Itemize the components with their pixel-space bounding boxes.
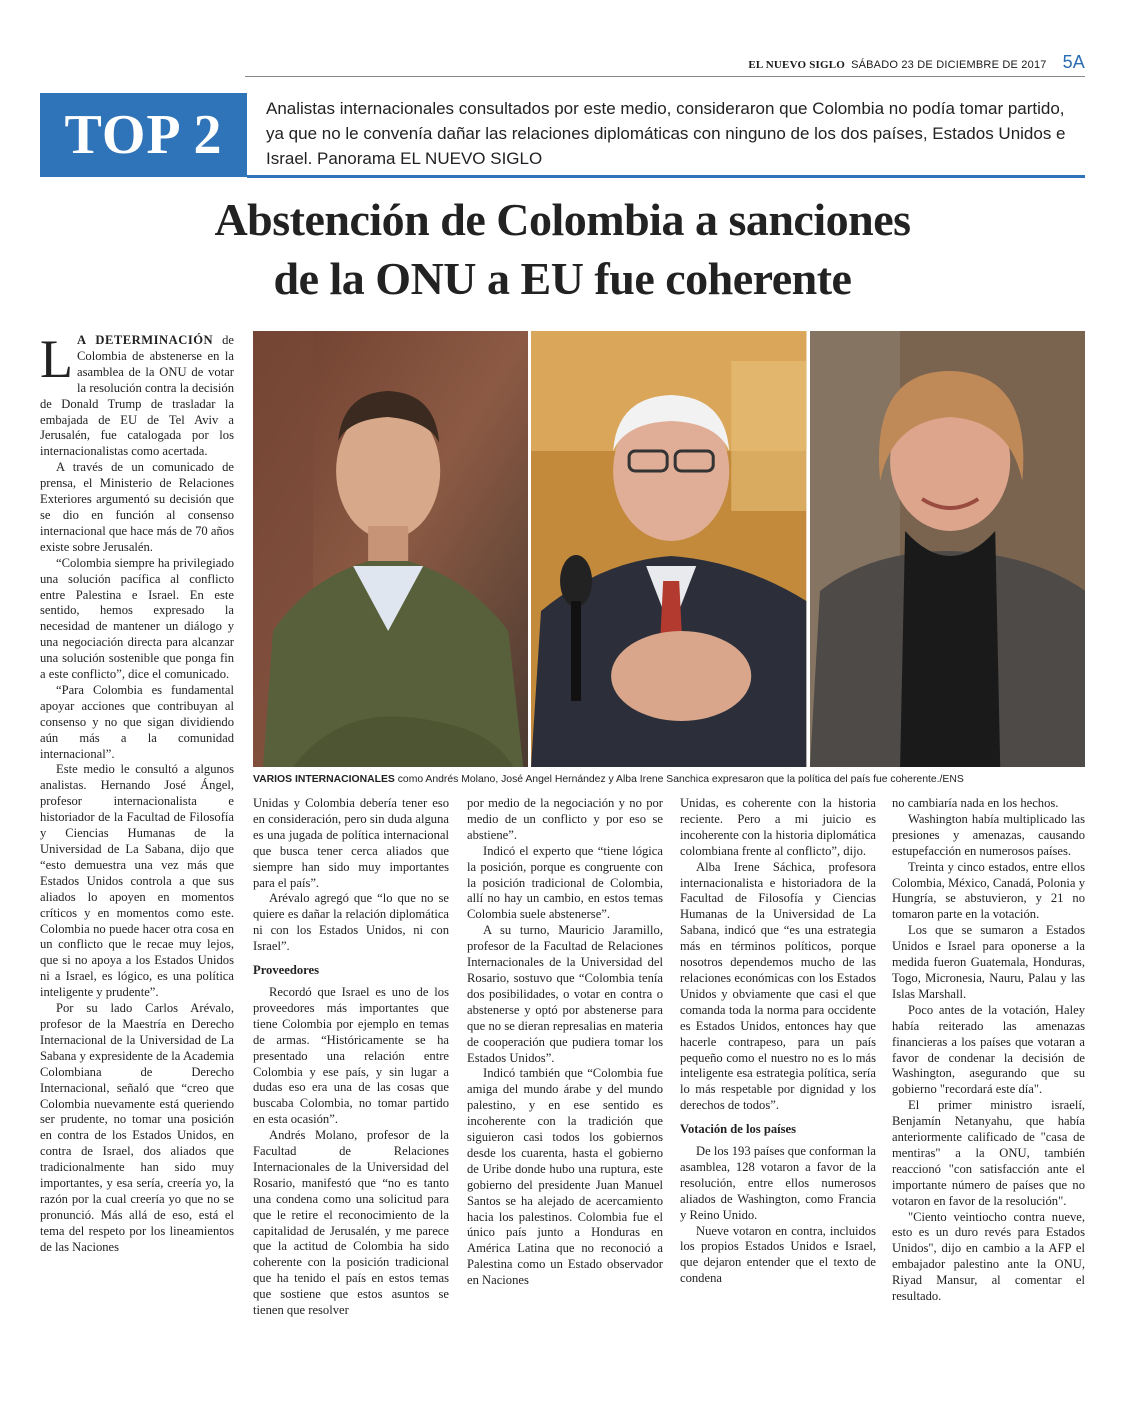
- paragraph: Andrés Molano, profesor de la Facultad de Relaciones Internacionales de la Universidad del Rosario, manifestó que “no es tanto una condena como una solicitud para que le retire el reconocimiento de la capitalidad de Jerusalén, y me parece que la actitud de Colombia ha sido coherente con la posición tradicional que ha tenido el país en estos temas que sostiene que estos asuntos se tienen que resolver: [253, 1128, 449, 1318]
- caption-lead: VARIOS INTERNACIONALES: [253, 774, 395, 785]
- section-rule: [247, 175, 1085, 178]
- paragraph: "Ciento veintiocho contra nueve, esto es un duro revés para Estados Unidos", dijo en cambio a la AFP el embajador palestino ante la ONU, Riyad Mansur, al comentar el resultado.: [892, 1209, 1085, 1304]
- lead-paragraph: [40, 329, 234, 460]
- paragraph: De los 193 países que conforman la asamblea, 128 votaron a favor de la resolución, entre ellos numerosos aliados de Washington, como Francia y Reino Unido.: [680, 1144, 876, 1222]
- paragraph: por medio de la negociación y no por medio de un conflicto y por eso se abstiene”.: [467, 796, 663, 842]
- photo-strip: [253, 331, 1085, 767]
- article-column-5: [892, 796, 1085, 1305]
- paragraph: Indicó el experto que “tiene lógica la posición, porque es congruente con la posición tradicional de Colombia, allí no hay un cambio, en estos temas Colombia suele abstenerse”.: [467, 843, 663, 922]
- paragraph: “Colombia siempre ha privilegiado una solución pacífica al conflicto entre Palestina e Israel. En este sentido, hemos expresado la necesidad de mantener un diálogo y una negociación directa para alcanzar una solución sostenible que ponga fin a este conflicto”, dice el comunicado.: [40, 555, 234, 682]
- article-column-2: [253, 796, 449, 1319]
- paragraph: Nueve votaron en contra, incluidos los propios Estados Unidos e Israel, que dejaron entender que el texto de condena: [680, 1223, 876, 1286]
- paragraph: Alba Irene Sáchica, profesora internacionalista e historiadora de la Facultad de Filosofía y Ciencias Humanas de la Universidad de La Sabana, indicó que “es una estrategia más en términos políticos, porque nosotros dependemos mucho de las relaciones económicas con los Estados Unidos y obviamente que casi el que comanda toda la norma para occidente es Estados Unidos, entonces hay que hacerle contrapeso, para un país pequeño como el nuestro no es lo más inteligente esa estrategia política, sería lo más respetable por dignidad y los derechos de todos”.: [680, 859, 876, 1113]
- newspaper-name: EL NUEVO SIGLO: [748, 59, 846, 71]
- lead-caps: A DETERMINACIÓN: [77, 333, 214, 347]
- photo-caption: [253, 773, 1088, 787]
- paragraph: Treinta y cinco estados, entre ellos Colombia, México, Canadá, Polonia y Hungría, se abstuvieron, y 21 no tomaron parte en la votación.: [892, 859, 1085, 922]
- photo-andres-molano: [253, 331, 528, 767]
- paragraph: “Para Colombia es fundamental apoyar acciones que contribuyan al consenso y no que sigan dividiendo aún más a la comunidad internacional”.: [40, 682, 234, 761]
- subheading-proveedores: Proveedores: [253, 963, 319, 978]
- page-number: 5A: [1062, 52, 1085, 72]
- paragraph: Arévalo agregó que “lo que no se quiere es dañar la relación diplomática ni con los Estados Unidos, ni con Israel”.: [253, 891, 449, 954]
- photo-jose-angel-hernandez: [531, 331, 806, 767]
- paragraph: Los que se sumaron a Estados Unidos e Israel para oponerse a la medida fueron Guatemala, Honduras, Togo, Micronesia, Nauru, Palau y las Islas Marshall.: [892, 923, 1085, 1001]
- paragraph: Este medio le consultó a algunos analistas. Hernando José Ángel, profesor internacionalista e historiador de la Facultad de Filosofía y Ciencias Humanas de la Universidad de La Sabana, dijo que “esto demuestra una vez más que Estados Unidos controla a que sus aliados lo apoyen en momentos críticos y en momentos como este. Colombia no puede hacer otra cosa en un conflicto que le recae muy lejos, que si no apoya a los Estados Unidos ni a Israel, es lógico, es una política inteligente y prudente”.: [40, 762, 234, 1000]
- lead-text: de Colombia de abstenerse en la asamblea de la ONU de votar la resolución contra la decisión de Donald Trump de trasladar la embajada de EU de Tel Aviv a Jerusalén, fue catalogada por los internacionalistas como acertada.: [40, 333, 234, 459]
- paragraph: Poco antes de la votación, Haley había reiterado las amenazas financieras a los países que votaran a favor de condenar la decisión de Washington, asegurando que su gobierno "recordará este día".: [892, 1002, 1085, 1097]
- headline: [40, 190, 1085, 308]
- paragraph: Por su lado Carlos Arévalo, profesor de la Maestría en Derecho Internacional de la Universidad de La Sabana y expresidente de la Academia Colombiana de Derecho Internacional, señaló que “creo que Colombia nuevamente está queriendo ser prudente, no tomar una posición en contra de los Estados Unidos, en contra de Israel, dos aliados que tradicionalmente han sido muy importantes, y esa sería, creería yo, la razón por la cual creería yo que no se pronunció. Más allá de eso, está el tema del respeto por los lineamientos de las Naciones: [40, 1001, 234, 1254]
- paragraph: El primer ministro israelí, Benjamín Netanyahu, que había anteriormente calificado de "casa de mentiras" a la ONU, también reaccionó "con satisfacción ante el importante número de países que no votaron en favor de la resolución".: [892, 1098, 1085, 1208]
- paragraph: Washington había multiplicado las presiones y amenazas, causando estupefacción en numerosos países.: [892, 811, 1085, 858]
- drop-cap: L: [40, 329, 73, 389]
- paragraph: A su turno, Mauricio Jaramillo, profesor de la Facultad de Relaciones Internacionales de la Universidad del Rosario, sostuvo que “Colombia tenía dos posibilidades, o votar en contra o abstenerse y optó por abstenerse para que no se dieran represalias en materia de cooperación que pudiera tomar los Estados Unidos”.: [467, 923, 663, 1065]
- masthead: [748, 52, 1085, 73]
- article-column-3: [467, 796, 663, 1289]
- paragraph: no cambiaría nada en los hechos.: [892, 796, 1059, 810]
- paragraph: Unidas y Colombia debería tener eso en consideración, pero sin duda alguna es una jugada de política internacional que busca tener cerca aliados que siempre han sido muy importantes para el país”.: [253, 796, 449, 890]
- section-summary: Analistas internacionales consultados por este medio, consideraron que Colombia no podía tomar partido, ya que no le convenía dañar las relaciones diplomáticas con ninguno de los dos países, Estados Unidos e Israel. Panorama EL NUEVO SIGLO: [266, 99, 1066, 168]
- paragraph: Indicó también que “Colombia fue amiga del mundo árabe y del mundo palestino, y en ese sentido es incoherente con la tradición que siguieron casi todos los gobiernos desde los cuarenta, hasta el gobierno de Uribe donde hubo una ruptura, este gobierno del presidente Juan Manuel Santos se ha alejado de acercamiento hacia los palestinos. Colombia fue el único país junto a Honduras en América Latina que no reconoció a Palestina como un Estado observador en Naciones: [467, 1066, 663, 1288]
- paragraph: Unidas, es coherente con la historia reciente. Pero a mi juicio es incoherente con la historia diplomática colombiana frente al conflicto”, dijo.: [680, 796, 876, 858]
- masthead-rule: [245, 76, 1085, 77]
- article-column-1: [40, 329, 234, 1256]
- headline-line-1: Abstención de Colombia a sanciones: [214, 194, 911, 245]
- section-badge: TOP 2: [40, 93, 247, 177]
- paragraph: A través de un comunicado de prensa, el Ministerio de Relaciones Exteriores argumentó su decisión que se dio en función al consenso internacional que hace más de 70 años existe sobre Jerusalén.: [40, 460, 234, 554]
- photo-alba-irene-sachica: [810, 331, 1085, 767]
- headline-line-2: de la ONU a EU fue coherente: [273, 253, 852, 304]
- subheading-votacion: Votación de los países: [680, 1122, 797, 1137]
- caption-text: como Andrés Molano, José Angel Hernández y Alba Irene Sanchica expresaron que la política del país fue coherente./ENS: [394, 774, 964, 785]
- article-column-4: [680, 796, 876, 1287]
- issue-date: SÁBADO 23 DE DICIEMBRE DE 2017: [851, 59, 1047, 71]
- paragraph: Recordó que Israel es uno de los proveedores más importantes que tiene Colombia por ejemplo en temas de armas. “Históricamente se ha presentado una relación entre Colombia y ese país, y sin lugar a dudas eso era una de las cosas que buscaba Colombia, no tomar partido en esta ocasión”.: [253, 984, 449, 1127]
